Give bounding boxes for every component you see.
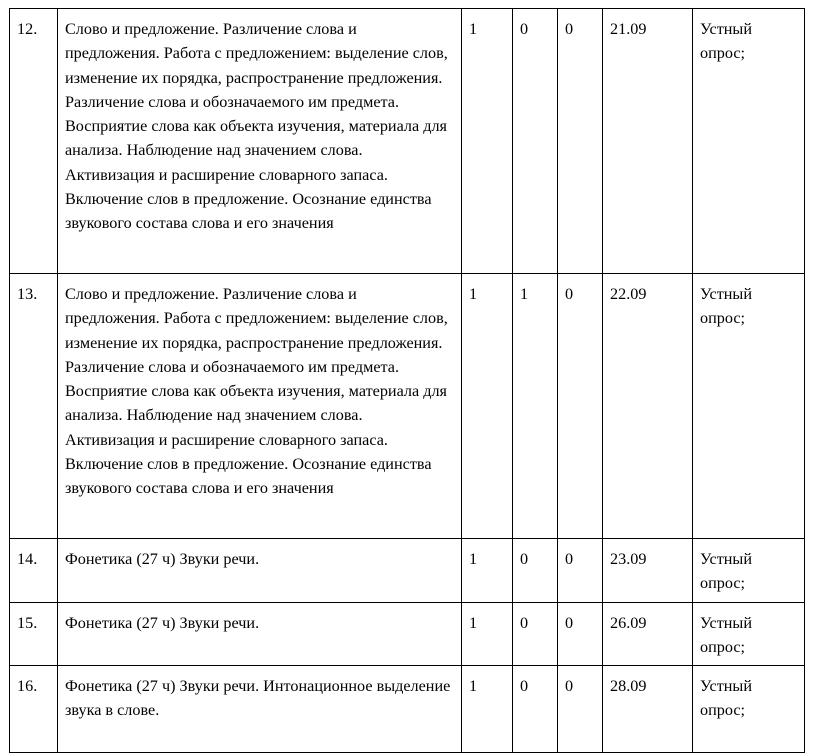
lesson-hours: 1 [462,539,513,603]
lesson-control-hours: 0 [513,602,558,666]
lesson-number: 16. [10,666,58,753]
lesson-control-hours: 0 [513,539,558,603]
lesson-assessment-form: Устный опрос; [693,274,805,539]
lesson-assessment-form: Устный опрос; [693,539,805,603]
lesson-date: 21.09 [603,9,693,274]
lesson-practice-hours: 0 [558,539,603,603]
lesson-topic: Фонетика (27 ч) Звуки речи. Интонационное выделение звука в слове. [58,666,462,753]
lesson-date: 26.09 [603,602,693,666]
lesson-number: 12. [10,9,58,274]
lesson-control-hours: 0 [513,9,558,274]
table-row [10,539,805,603]
lesson-plan-table [9,8,805,753]
lesson-hours: 1 [462,666,513,753]
lesson-date: 28.09 [603,666,693,753]
lesson-assessment-form: Устный опрос; [693,9,805,274]
lesson-date: 23.09 [603,539,693,603]
lesson-control-hours: 1 [513,274,558,539]
lesson-number: 14. [10,539,58,603]
lesson-practice-hours: 0 [558,9,603,274]
lesson-hours: 1 [462,602,513,666]
table-row [10,666,805,753]
table-row [10,9,805,274]
lesson-practice-hours: 0 [558,666,603,753]
lesson-assessment-form: Устный опрос; [693,602,805,666]
lesson-hours: 1 [462,274,513,539]
lesson-topic: Фонетика (27 ч) Звуки речи. [58,602,462,666]
lesson-topic: Слово и предложение. Различение слова и предложения. Работа с предложением: выделение слов, изменение их порядка, распространение предложения. Различение слова и обозначаемого им предмета. Восприятие слова как объекта изучения, материала для анализа. Наблюдение над значением слова. Активизация и расширение словарного запаса. Включение слов в предложение. Осознание единства звукового состава слова и его значения [58,9,462,274]
lesson-assessment-form: Устный опрос; [693,666,805,753]
lesson-topic: Слово и предложение. Различение слова и предложения. Работа с предложением: выделение слов, изменение их порядка, распространение предложения. Различение слова и обозначаемого им предмета. Восприятие слова как объекта изучения, материала для анализа. Наблюдение над значением слова. Активизация и расширение словарного запаса. Включение слов в предложение. Осознание единства звукового состава слова и его значения [58,274,462,539]
lesson-topic: Фонетика (27 ч) Звуки речи. [58,539,462,603]
lesson-practice-hours: 0 [558,274,603,539]
lesson-number: 13. [10,274,58,539]
table-row [10,602,805,666]
lesson-date: 22.09 [603,274,693,539]
table-row [10,274,805,539]
lesson-number: 15. [10,602,58,666]
lesson-hours: 1 [462,9,513,274]
lesson-practice-hours: 0 [558,602,603,666]
lesson-control-hours: 0 [513,666,558,753]
